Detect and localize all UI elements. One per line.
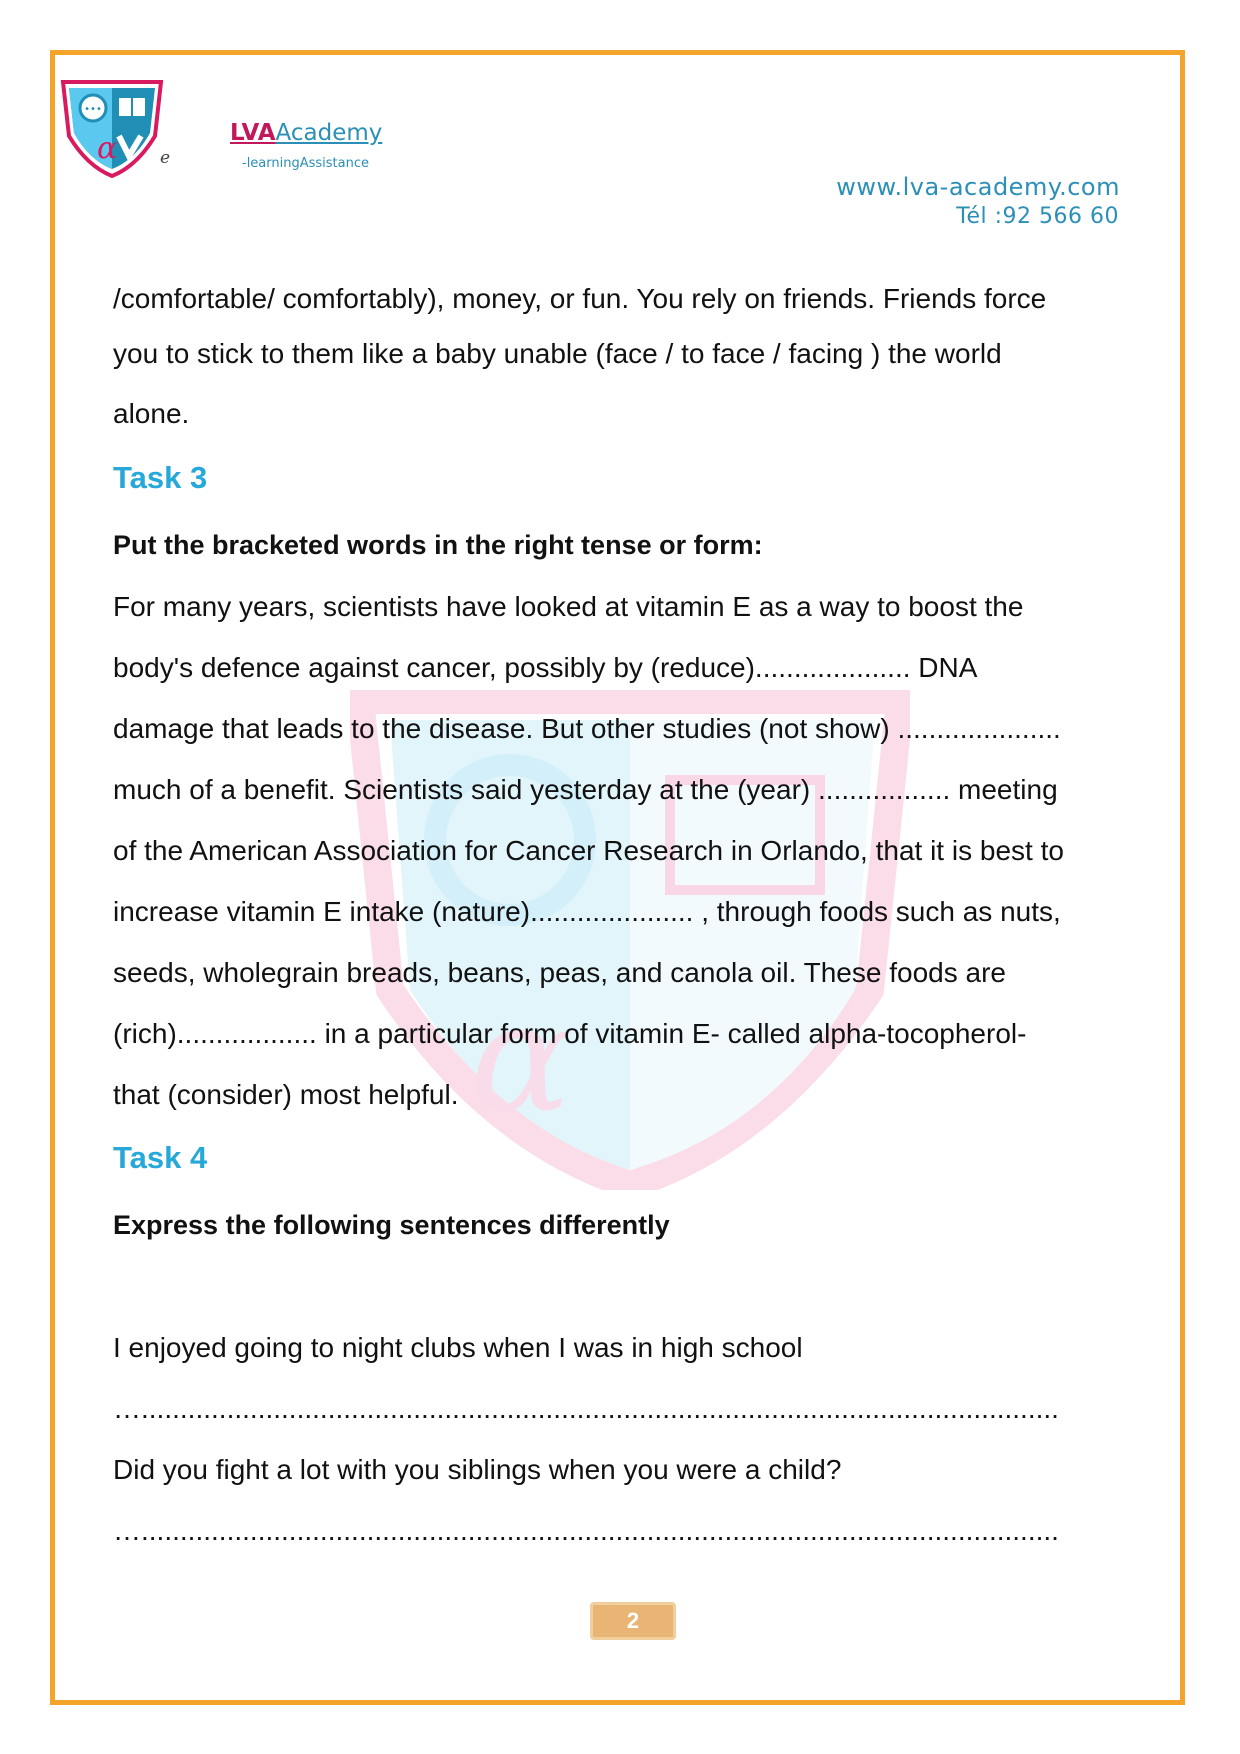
task3-instruction: Put the bracketed words in the right tense or form:	[113, 530, 763, 560]
task3-line: body's defence against cancer, possibly by (reduce).................... DNA	[113, 652, 978, 683]
task3-line: much of a benefit. Scientists said yesterday at the (year) ................. meeting	[113, 774, 1058, 805]
task4-sentence: I enjoyed going to night clubs when I was in high school	[113, 1332, 803, 1363]
continuation-line: alone.	[113, 398, 190, 429]
task3-line: seeds, wholegrain breads, beans, peas, and canola oil. These foods are	[113, 957, 1006, 988]
lva-academy-logo	[57, 78, 167, 178]
logo-e-letter: e	[160, 148, 171, 168]
task4-instruction: Express the following sentences differently	[113, 1210, 670, 1240]
svg-text:•••: •••	[84, 104, 102, 115]
task4-sentence: Did you fight a lot with you siblings when you were a child?	[113, 1454, 842, 1485]
continuation-line: /comfortable/ comfortably), money, or fun. You rely on friends. Friends force	[113, 283, 1047, 314]
task3-line: of the American Association for Cancer Research in Orlando, that it is best to	[113, 835, 1064, 866]
brand-lva: LVA	[230, 120, 276, 146]
page-number: 2	[590, 1602, 676, 1640]
task3-line: (rich).................. in a particular form of vitamin E- called alpha-tocopherol-	[113, 1018, 1027, 1049]
task3-line: increase vitamin E intake (nature)..................... , through foods such as nuts,	[113, 896, 1061, 927]
task4-answer-line[interactable]: …......................................................................................................................	[113, 1515, 1059, 1546]
watermark-logo	[350, 690, 910, 1190]
svg-text:α: α	[97, 131, 118, 166]
svg-text:α: α	[470, 972, 572, 1146]
task3-line: For many years, scientists have looked at vitamin E as a way to boost the	[113, 591, 1024, 622]
brand-academy: Academy	[275, 120, 383, 146]
task4-answer-line[interactable]: …......................................................................................................................	[113, 1393, 1059, 1424]
brand-name	[230, 120, 382, 146]
task3-line: that (consider) most helpful.	[113, 1079, 459, 1110]
phone-number: Tél :92 566 60	[956, 204, 1119, 229]
task3-heading: Task 3	[113, 460, 208, 495]
task4-heading: Task 4	[113, 1140, 208, 1175]
website-url[interactable]: www.lva-academy.com	[836, 173, 1120, 201]
brand-tagline: -learningAssistance	[242, 156, 369, 171]
task3-line: damage that leads to the disease. But other studies (not show) .....................	[113, 713, 1061, 744]
continuation-line: you to stick to them like a baby unable (face / to face / facing ) the world	[113, 338, 1002, 369]
